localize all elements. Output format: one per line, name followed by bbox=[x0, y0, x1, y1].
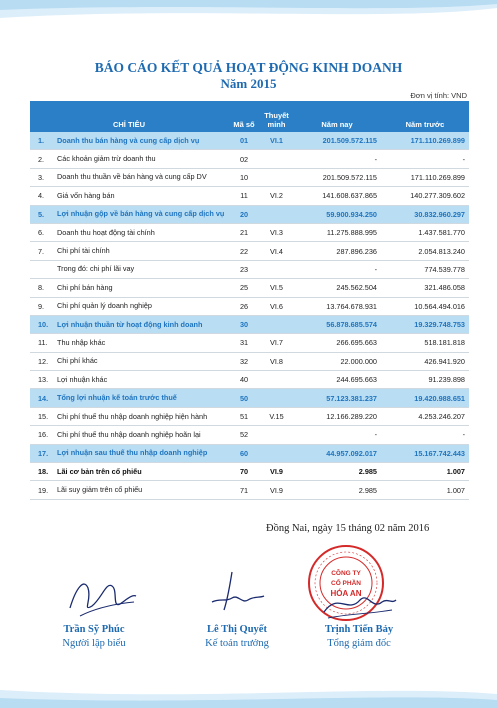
column-header-name: CHỈ TIÊU bbox=[30, 101, 228, 132]
row-code: 22 bbox=[239, 246, 249, 256]
signer-role-preparer: Người lập biểu bbox=[62, 638, 126, 649]
row-previous-year-value: 1.007 bbox=[446, 485, 465, 495]
signature-tran-sy-phuc bbox=[62, 568, 142, 623]
row-previous-year-value: 518.181.818 bbox=[424, 338, 465, 348]
row-note bbox=[260, 150, 293, 168]
row-note: VI.7 bbox=[270, 338, 283, 348]
row-label: Lợi nhuận sau thuế thu nhập doanh nghiệp bbox=[54, 444, 228, 462]
row-code: 31 bbox=[239, 338, 249, 348]
row-note bbox=[260, 389, 293, 407]
row-label: Chi phí bán hàng bbox=[57, 282, 113, 292]
row-label: Trong đó: chi phí lãi vay bbox=[57, 264, 135, 274]
row-code: 51 bbox=[239, 412, 249, 422]
row-current-year-value: 2.985 bbox=[358, 467, 377, 477]
table-row bbox=[30, 132, 469, 150]
row-code: 30 bbox=[228, 315, 260, 333]
row-previous-year-value: 91.239.898 bbox=[428, 375, 465, 385]
table-row bbox=[30, 315, 469, 333]
row-previous-year-value: - bbox=[462, 430, 465, 440]
row-current-year-value: - bbox=[374, 264, 377, 274]
row-note: VI.9 bbox=[270, 485, 283, 495]
report-title: BÁO CÁO KẾT QUẢ HOẠT ĐỘNG KINH DOANH bbox=[94, 60, 403, 75]
report-year: Năm 2015 bbox=[220, 76, 277, 91]
row-label: Doanh thu hoạt động tài chính bbox=[57, 227, 155, 237]
svg-text:HÓA AN: HÓA AN bbox=[330, 589, 362, 598]
row-note bbox=[260, 315, 293, 333]
row-note: VI.8 bbox=[270, 356, 283, 366]
row-index: 14. bbox=[30, 389, 54, 407]
row-index: 10. bbox=[30, 315, 54, 333]
row-index: 3. bbox=[38, 172, 45, 182]
row-previous-year-value: 10.564.494.016 bbox=[414, 301, 465, 311]
row-code: 10 bbox=[239, 172, 249, 182]
row-current-year-value: 12.166.289.220 bbox=[326, 412, 377, 422]
row-note: VI.1 bbox=[260, 132, 293, 150]
row-code: 21 bbox=[239, 228, 249, 238]
table-row bbox=[30, 260, 469, 278]
row-previous-year-value: 426.941.920 bbox=[424, 356, 465, 366]
table-row bbox=[30, 463, 469, 481]
table-row bbox=[30, 371, 469, 389]
row-current-year-value: 59.900.934.250 bbox=[293, 205, 381, 223]
row-note: VI.4 bbox=[270, 246, 283, 256]
row-code: 25 bbox=[239, 283, 249, 293]
row-current-year-value: 201.509.572.115 bbox=[293, 132, 381, 150]
row-note bbox=[260, 371, 293, 389]
table-row bbox=[30, 444, 469, 462]
row-previous-year-value: 321.486.058 bbox=[424, 283, 465, 293]
row-note: VI.5 bbox=[270, 283, 283, 293]
signer-name-director: Trịnh Tiến Bảy bbox=[324, 624, 394, 635]
row-index: 5. bbox=[30, 205, 54, 223]
table-body bbox=[30, 132, 469, 499]
income-statement-table bbox=[30, 101, 469, 500]
row-index: 4. bbox=[38, 191, 45, 201]
signer-role-director: Tổng giám đốc bbox=[327, 638, 391, 649]
column-header-code: Mã số bbox=[228, 101, 260, 132]
row-code: 20 bbox=[228, 205, 260, 223]
row-note bbox=[260, 260, 293, 278]
row-label: Chi phí thuế thu nhập doanh nghiệp hoãn lại bbox=[57, 429, 201, 439]
row-current-year-value: 141.608.637.865 bbox=[322, 191, 377, 201]
svg-text:CỔ PHẦN: CỔ PHẦN bbox=[331, 580, 361, 587]
row-previous-year-value: 2.054.813.240 bbox=[418, 246, 465, 256]
row-previous-year-value: 4.253.246.207 bbox=[418, 412, 465, 422]
table-row bbox=[30, 297, 469, 315]
row-previous-year-value: 15.167.742.443 bbox=[381, 444, 469, 462]
signer-role-chief-accountant: Kế toán trưởng bbox=[205, 638, 269, 649]
row-code: 40 bbox=[239, 375, 249, 385]
row-code: 32 bbox=[239, 356, 249, 366]
row-label: Lãi suy giảm trên cổ phiếu bbox=[57, 485, 143, 495]
row-code: 50 bbox=[228, 389, 260, 407]
row-label: Lợi nhuận gộp về bán hàng và cung cấp dịch vụ bbox=[54, 205, 228, 223]
row-current-year-value: 22.000.000 bbox=[340, 356, 377, 366]
row-current-year-value: 13.764.678.931 bbox=[326, 301, 377, 311]
row-label: Doanh thu bán hàng và cung cấp dịch vụ bbox=[54, 132, 228, 150]
column-header-note: Thuyết minh bbox=[260, 101, 293, 132]
table-row bbox=[30, 481, 469, 499]
row-label: Lãi cơ bản trên cổ phiếu bbox=[57, 466, 142, 476]
row-index: 17. bbox=[30, 444, 54, 462]
svg-text:CÔNG TY: CÔNG TY bbox=[331, 570, 361, 577]
row-current-year-value: 201.509.572.115 bbox=[322, 172, 377, 182]
row-current-year-value: 2.985 bbox=[358, 485, 377, 495]
row-previous-year-value: 30.832.960.297 bbox=[381, 205, 469, 223]
table-row bbox=[30, 279, 469, 297]
row-current-year-value: 11.275.888.995 bbox=[326, 228, 377, 238]
row-index: 7. bbox=[38, 246, 45, 256]
row-label: Doanh thu thuần về bán hàng và cung cấp DV bbox=[57, 172, 207, 182]
row-note: VI.3 bbox=[270, 228, 283, 238]
row-code: 71 bbox=[239, 485, 249, 495]
row-index: 18. bbox=[38, 467, 49, 477]
table-row bbox=[30, 168, 469, 186]
column-header-current-year: Năm nay bbox=[293, 101, 381, 132]
signer-name-preparer: Trần Sỹ Phúc bbox=[63, 624, 125, 635]
row-note bbox=[260, 168, 293, 186]
row-index: 6. bbox=[38, 228, 45, 238]
row-current-year-value: 44.957.092.017 bbox=[293, 444, 381, 462]
row-note: VI.6 bbox=[270, 301, 283, 311]
row-label: Lợi nhuận khác bbox=[57, 374, 108, 384]
row-code: 11 bbox=[240, 191, 248, 201]
currency-unit: Đơn vị tính: VND bbox=[410, 91, 467, 100]
row-label: Chi phí khác bbox=[57, 356, 98, 366]
signature-le-thi-quyet bbox=[202, 568, 272, 618]
row-previous-year-value: 1.437.581.770 bbox=[418, 228, 465, 238]
row-note: VI.9 bbox=[270, 467, 283, 477]
row-current-year-value: 56.878.685.574 bbox=[293, 315, 381, 333]
row-current-year-value: 57.123.381.237 bbox=[293, 389, 381, 407]
row-label: Chi phí tài chính bbox=[57, 246, 110, 256]
row-note: V.15 bbox=[269, 412, 284, 422]
table-row bbox=[30, 426, 469, 444]
column-header-previous-year: Năm trước bbox=[381, 101, 469, 132]
row-index: 15. bbox=[38, 412, 49, 422]
row-label: Tổng lợi nhuận kế toán trước thuế bbox=[54, 389, 228, 407]
row-current-year-value: - bbox=[374, 430, 377, 440]
table-header-row bbox=[30, 101, 469, 132]
row-code: 52 bbox=[239, 430, 249, 440]
row-code: 70 bbox=[239, 467, 249, 477]
row-previous-year-value: 140.277.309.602 bbox=[410, 191, 465, 201]
table-row bbox=[30, 407, 469, 425]
row-index: 9. bbox=[38, 301, 45, 311]
signature-trinh-tien-bay bbox=[318, 584, 398, 624]
row-index: 19. bbox=[38, 485, 49, 495]
row-index: 1. bbox=[30, 132, 54, 150]
row-previous-year-value: 19.420.988.651 bbox=[381, 389, 469, 407]
row-note bbox=[260, 426, 293, 444]
row-label: Các khoản giảm trừ doanh thu bbox=[57, 154, 156, 164]
row-previous-year-value: 774.539.778 bbox=[424, 264, 465, 274]
table-row bbox=[30, 205, 469, 223]
row-index: 8. bbox=[38, 283, 45, 293]
top-decoration bbox=[0, 0, 497, 40]
row-note bbox=[260, 444, 293, 462]
row-previous-year-value: 19.329.748.753 bbox=[381, 315, 469, 333]
row-index: 12. bbox=[38, 356, 49, 366]
table-row bbox=[30, 242, 469, 260]
row-index: 2. bbox=[38, 154, 45, 164]
place-and-date: Đồng Nai, ngày 15 tháng 02 năm 2016 bbox=[266, 523, 430, 534]
row-index: 13. bbox=[38, 375, 49, 385]
table-row bbox=[30, 223, 469, 241]
row-note bbox=[260, 205, 293, 223]
row-code: 01 bbox=[228, 132, 260, 150]
row-previous-year-value: - bbox=[462, 154, 465, 164]
row-label: Lợi nhuận thuần từ hoạt động kinh doanh bbox=[54, 315, 228, 333]
row-current-year-value: 287.896.236 bbox=[336, 246, 377, 256]
table-row bbox=[30, 389, 469, 407]
row-current-year-value: 244.695.663 bbox=[336, 375, 377, 385]
row-current-year-value: 245.562.504 bbox=[336, 283, 377, 293]
row-index bbox=[30, 260, 54, 278]
row-label: Chi phí thuế thu nhập doanh nghiệp hiện hành bbox=[57, 411, 208, 421]
row-label: Giá vốn hàng bán bbox=[57, 190, 115, 200]
table-row bbox=[30, 187, 469, 205]
table-row bbox=[30, 150, 469, 168]
row-previous-year-value: 171.110.269.899 bbox=[381, 132, 469, 150]
row-previous-year-value: 1.007 bbox=[446, 467, 465, 477]
row-code: 02 bbox=[239, 154, 249, 164]
row-note: VI.2 bbox=[270, 191, 283, 201]
row-label: Chi phí quản lý doanh nghiệp bbox=[57, 301, 152, 311]
row-code: 60 bbox=[228, 444, 260, 462]
row-current-year-value: - bbox=[374, 154, 377, 164]
row-index: 11. bbox=[38, 338, 48, 348]
row-current-year-value: 266.695.663 bbox=[336, 338, 377, 348]
table-row bbox=[30, 352, 469, 370]
row-previous-year-value: 171.110.269.899 bbox=[410, 172, 465, 182]
row-label: Thu nhập khác bbox=[57, 337, 106, 347]
row-code: 26 bbox=[239, 301, 249, 311]
signer-name-chief-accountant: Lê Thị Quyết bbox=[207, 624, 267, 635]
row-index: 16. bbox=[38, 430, 49, 440]
row-code: 23 bbox=[239, 264, 249, 274]
table-row bbox=[30, 334, 469, 352]
bottom-decoration bbox=[0, 684, 497, 708]
